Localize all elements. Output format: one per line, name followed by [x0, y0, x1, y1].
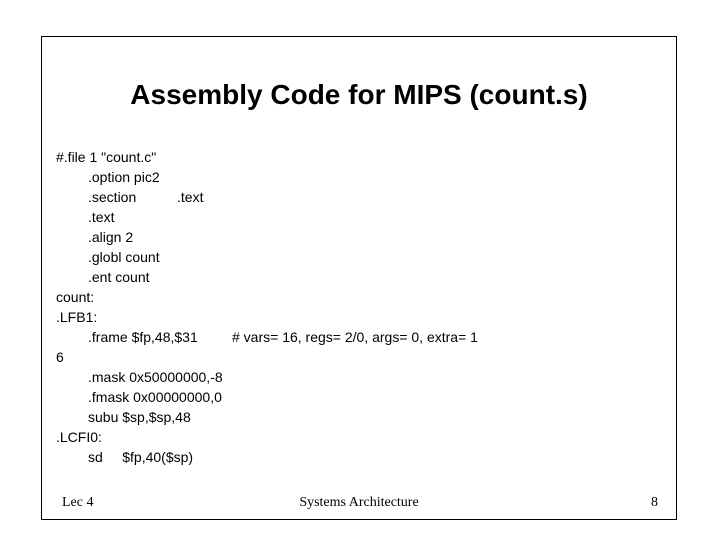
code-label: .LFB1:	[56, 309, 98, 325]
code-line	[56, 407, 656, 427]
slide-title: Assembly Code for MIPS (count.s)	[130, 79, 588, 110]
code-text: .text	[88, 209, 115, 225]
code-line	[56, 207, 656, 227]
code-text: #.file 1 "count.c"	[56, 149, 157, 165]
footer-course: Systems Architecture	[299, 495, 419, 510]
code-label: .LCFI0:	[56, 429, 102, 445]
code-text: .ent count	[88, 269, 150, 285]
code-operand: .text	[177, 189, 204, 205]
code-line	[56, 187, 656, 207]
code-text: .globl count	[88, 249, 160, 265]
code-line	[56, 447, 656, 467]
code-text: .section	[88, 189, 137, 205]
code-line	[56, 427, 656, 447]
code-line	[56, 247, 656, 267]
footer-lecture: Lec 4	[62, 495, 94, 510]
code-label: count:	[56, 289, 95, 305]
slide	[41, 36, 677, 520]
code-line	[56, 347, 656, 367]
code-line	[56, 227, 656, 247]
code-line	[56, 167, 656, 187]
footer-page-number: 8	[651, 495, 658, 510]
code-line	[56, 287, 656, 307]
code-text: .fmask 0x00000000,0	[88, 389, 222, 405]
code-line	[56, 147, 656, 167]
code-line	[56, 307, 656, 327]
code-text: subu $sp,$sp,48	[88, 409, 191, 425]
code-line	[56, 267, 656, 287]
code-text: .align 2	[88, 229, 134, 245]
code-text: .frame $fp,48,$31	[88, 329, 198, 345]
code-line	[56, 327, 656, 347]
code-text: .mask 0x50000000,-8	[88, 369, 223, 385]
code-line	[56, 387, 656, 407]
code-comment: # vars= 16, regs= 2/0, args= 0, extra= 1	[232, 329, 478, 345]
code-text: sd $fp,40($sp)	[88, 449, 194, 465]
code-listing	[56, 147, 656, 467]
code-line	[56, 367, 656, 387]
code-text: 6	[56, 349, 64, 365]
code-text: .option pic2	[88, 169, 160, 185]
